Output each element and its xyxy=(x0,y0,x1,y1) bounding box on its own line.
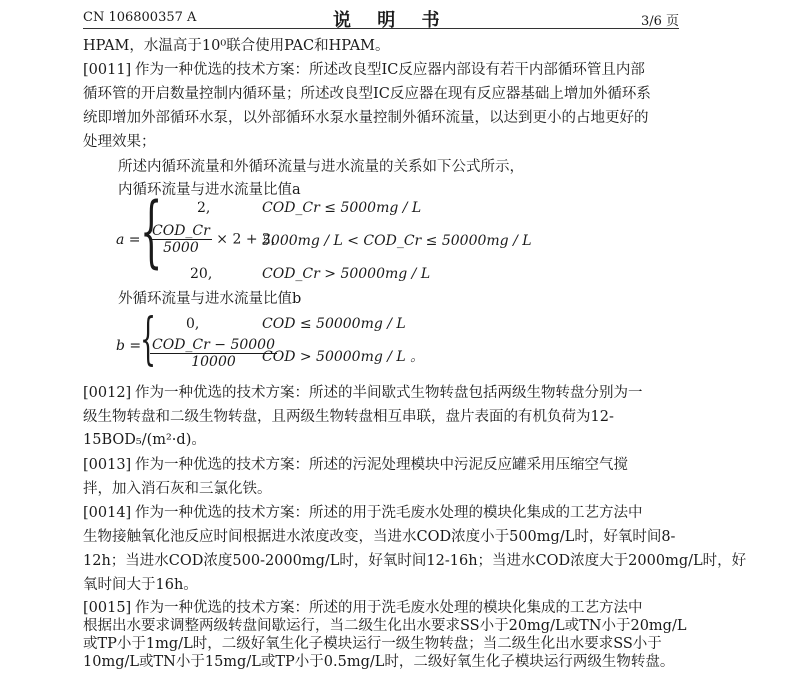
paragraph-text: 作为一种优选的技术方案：所述的污泥处理模块中污泥反应罐采用压缩空气搅 xyxy=(135,457,628,473)
paragraph-0012-line xyxy=(83,383,643,403)
document-title: 说 明 书 xyxy=(333,10,450,31)
paragraph-0014-line xyxy=(83,503,643,523)
formula-b-case1-condition: COD ≤ 50000mg / L xyxy=(262,316,406,332)
formula-a-case2-condition: 5000mg / L < COD_Cr ≤ 50000mg / L xyxy=(262,233,532,249)
formula-a-case2-rest: × 2 + 2, xyxy=(216,231,276,248)
text-line: 10mg/L或TN小于15mg/L或TP小于0.5mg/L时，二级好氧生化子模块运行两级生物转盘。 xyxy=(83,654,675,670)
text-line: 生物接触氧化池反应时间根据进水浓度改变，当进水COD浓度小于500mg/L时，好氧时间8- xyxy=(83,529,676,545)
paragraph-text: 作为一种优选的技术方案：所述的半间歇式生物转盘包括两级生物转盘分别为一 xyxy=(135,385,643,401)
formula-b-lhs: b = xyxy=(116,338,142,354)
formula-a-case1-condition: COD_Cr ≤ 5000mg / L xyxy=(262,200,422,216)
paragraph-0011-line xyxy=(83,60,645,80)
text-line: 氧时间大于16h。 xyxy=(83,577,198,593)
text-line: 12h；当进水COD浓度500-2000mg/L时，好氧时间12-16h；当进水COD浓度大于2000mg/L时，好 xyxy=(83,553,747,569)
formula-a-denominator: 5000 xyxy=(163,240,199,256)
paragraph-0015-line xyxy=(83,598,643,618)
formula-a-case1-value: 2, xyxy=(197,200,211,216)
page-number: 3/6 页 xyxy=(640,14,679,29)
text-line: 外循环流量与进水流量比值b xyxy=(118,291,302,307)
text-line: 级生物转盘和二级生物转盘，且两级生物转盘相互串联，盘片表面的有机负荷为12- xyxy=(83,409,614,425)
text-line: 或TP小于1mg/L时，二级好氧生化子模块运行一级生物转盘；当二级生化出水要求SS小于 xyxy=(83,636,662,652)
paragraph-text: 作为一种优选的技术方案：所述的用于洗毛废水处理的模块化集成的工艺方法中 xyxy=(135,505,643,521)
formula-a-numerator: COD_Cr xyxy=(152,223,210,239)
text-line: 根据出水要求调整两级转盘间歇运行，当二级生化出水要求SS小于20mg/L或TN小于20mg/L xyxy=(83,618,687,634)
paragraph-number: [0014] xyxy=(83,505,132,521)
text-line: 拌，加入消石灰和三氯化铁。 xyxy=(83,481,272,497)
formula-b-case2-expression xyxy=(150,337,277,370)
patent-number: CN 106800357 A xyxy=(83,10,197,25)
formula-b-denominator: 10000 xyxy=(191,354,236,370)
paragraph-text: 作为一种优选的技术方案：所述改良型IC反应器内部设有若干内部循环管且内部 xyxy=(135,62,645,78)
formula-b-brace: { xyxy=(140,307,157,372)
formula-b-case1-value: 0, xyxy=(186,316,200,332)
formula-a-case2-expression xyxy=(150,223,275,256)
formula-a-lhs: a = xyxy=(116,232,141,248)
text-line: 15BOD₅/(m²·d)。 xyxy=(83,432,206,448)
formula-a-brace: { xyxy=(140,187,163,277)
text-line: 处理效果； xyxy=(83,134,156,150)
text-line: 统即增加外部循环水泵，以外部循环水泵水量控制外循环流量，以达到更小的占地更好的 xyxy=(83,110,649,126)
formula-b-numerator: COD_Cr − 50000 xyxy=(152,337,275,353)
formula-b-case2-condition: COD > 50000mg / L 。 xyxy=(262,349,425,365)
text-line: 循环管的开启数量控制内循环量；所述改良型IC反应器在现有反应器基础上增加外循环系 xyxy=(83,86,651,102)
paragraph-number: [0015] xyxy=(83,600,132,616)
paragraph-number: [0012] xyxy=(83,385,132,401)
paragraph-0013-line xyxy=(83,455,628,475)
paragraph-number: [0011] xyxy=(83,62,132,78)
paragraph-number: [0013] xyxy=(83,457,132,473)
page-header xyxy=(83,6,679,29)
text-line: 所述内循环流量和外循环流量与进水流量的关系如下公式所示， xyxy=(118,159,524,175)
paragraph-text: 作为一种优选的技术方案：所述的用于洗毛废水处理的模块化集成的工艺方法中 xyxy=(135,600,643,616)
text-line: HPAM，水温高于10⁰联合使用PAC和HPAM。 xyxy=(83,38,390,54)
formula-a-case3-value: 20, xyxy=(190,266,213,282)
text-line: 内循环流量与进水流量比值a xyxy=(118,182,301,198)
formula-a-case3-condition: COD_Cr > 50000mg / L xyxy=(262,266,431,282)
